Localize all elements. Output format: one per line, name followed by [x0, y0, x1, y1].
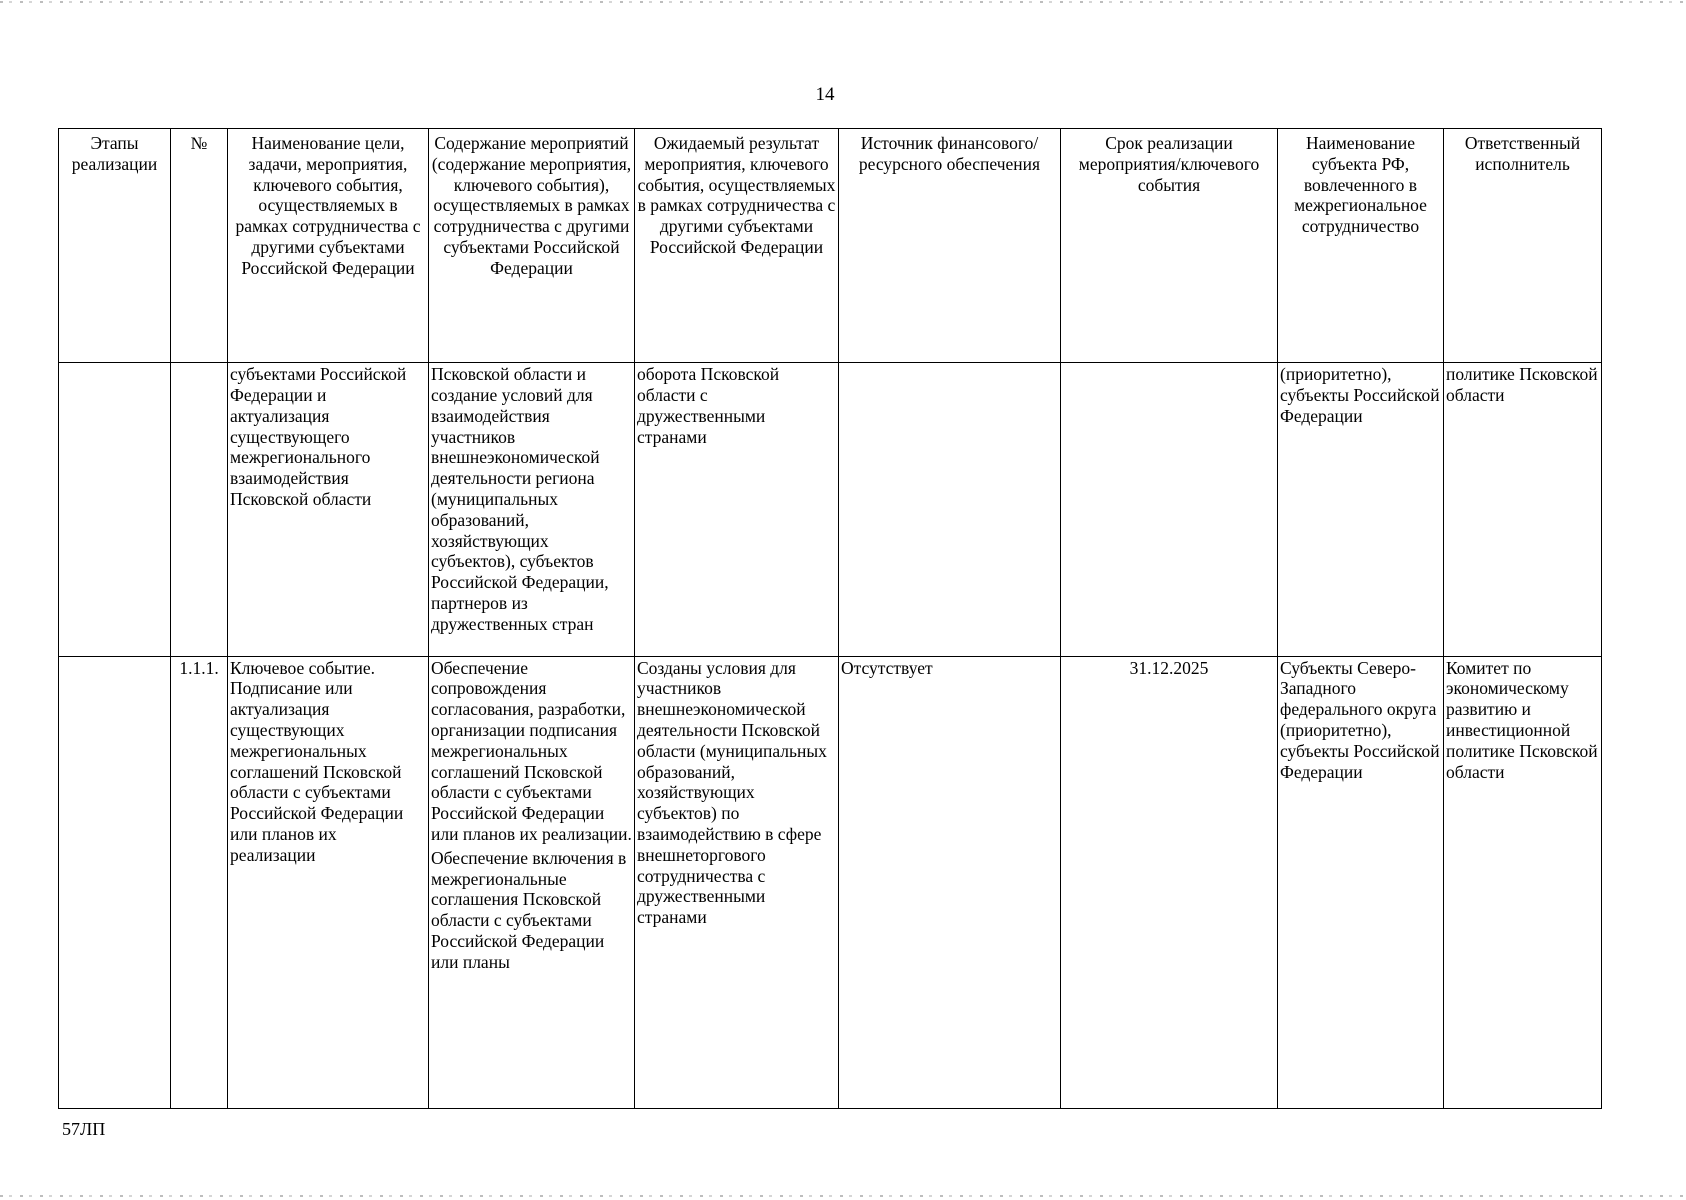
cell-number: 1.1.1.: [171, 656, 228, 1108]
header-executor: Ответственный исполнитель: [1444, 129, 1602, 363]
cell-expected-result: оборота Псковской области с дружественными странами: [635, 363, 839, 656]
activities-table: [58, 128, 1602, 1109]
cell-goal-name: Ключевое событие. Подписание или актуализация существующих межрегиональных соглашений Псковской области с субъектами Российской Федерации или планов их реализации: [228, 656, 429, 1108]
cell-deadline: 31.12.2025: [1061, 656, 1278, 1108]
header-content: Содержание мероприятий (содержание мероприятия, ключевого события), осуществляемых в рамках сотрудничества с другими субъектами Российской Федерации: [429, 129, 635, 363]
cell-executor: политике Псковской области: [1444, 363, 1602, 656]
cell-stage: [59, 363, 171, 656]
cell-goal-name: субъектами Российской Федерации и актуализация существующего межрегионального взаимодействия Псковской области: [228, 363, 429, 656]
content-paragraph: Обеспечение включения в межрегиональные соглашения Псковской области с субъектами Российской Федерации или планы: [431, 847, 627, 972]
cell-stage: [59, 656, 171, 1108]
cell-executor: Комитет по экономическому развитию и инвестиционной политике Псковской области: [1444, 656, 1602, 1108]
table-row: [59, 656, 1602, 1108]
document-code: 57ЛП: [62, 1119, 106, 1139]
scan-edge-bottom: [0, 1195, 1686, 1197]
header-source: Источник финансового/ресурсного обеспечения: [839, 129, 1061, 363]
cell-source: [839, 363, 1061, 656]
cell-content: [429, 363, 635, 656]
header-number: №: [171, 129, 228, 363]
cell-number: [171, 363, 228, 656]
cell-source: Отсутствует: [839, 656, 1061, 1108]
cell-expected-result: Созданы условия для участников внешнеэкономической деятельности Псковской области (муниципальных образований, хозяйствующих субъектов) по взаимодействию в сфере внешнеторгового сотрудничества с дружественными странами: [635, 656, 839, 1108]
cell-subject: (приоритетно), субъекты Российской Федерации: [1278, 363, 1444, 656]
header-stages: Этапы реализации: [59, 129, 171, 363]
header-deadline: Срок реализации мероприятия/ключевого события: [1061, 129, 1278, 363]
scan-edge-top: [0, 1, 1686, 3]
header-expected-result: Ожидаемый результат мероприятия, ключевого события, осуществляемых в рамках сотрудничества с другими субъектами Российской Федерации: [635, 129, 839, 363]
header-subject: Наименование субъекта РФ, вовлеченного в межрегиональное сотрудничество: [1278, 129, 1444, 363]
table-header-row: [59, 129, 1602, 363]
cell-subject: Субъекты Северо-Западного федерального округа (приоритетно), субъекты Российской Федерации: [1278, 656, 1444, 1108]
table-row: [59, 363, 1602, 656]
content-paragraph: Псковской области и создание условий для взаимодействия участников внешнеэкономической деятельности региона (муниципальных образований, хозяйствующих субъектов), субъектов Российской Федерации, партнеров из дружественных стран: [431, 364, 609, 634]
header-goal-name: Наименование цели, задачи, мероприятия, ключевого события, осуществляемых в рамках сотрудничества с другими субъектами Российской Федерации: [228, 129, 429, 363]
content-paragraph: Обеспечение сопровождения согласования, разработки, организации подписания межрегиональных соглашений Псковской области с субъектами Российской Федерации или планов их реализации.: [431, 657, 632, 845]
cell-deadline: [1061, 363, 1278, 656]
page-number: 14: [815, 84, 835, 105]
cell-content: [429, 656, 635, 1108]
